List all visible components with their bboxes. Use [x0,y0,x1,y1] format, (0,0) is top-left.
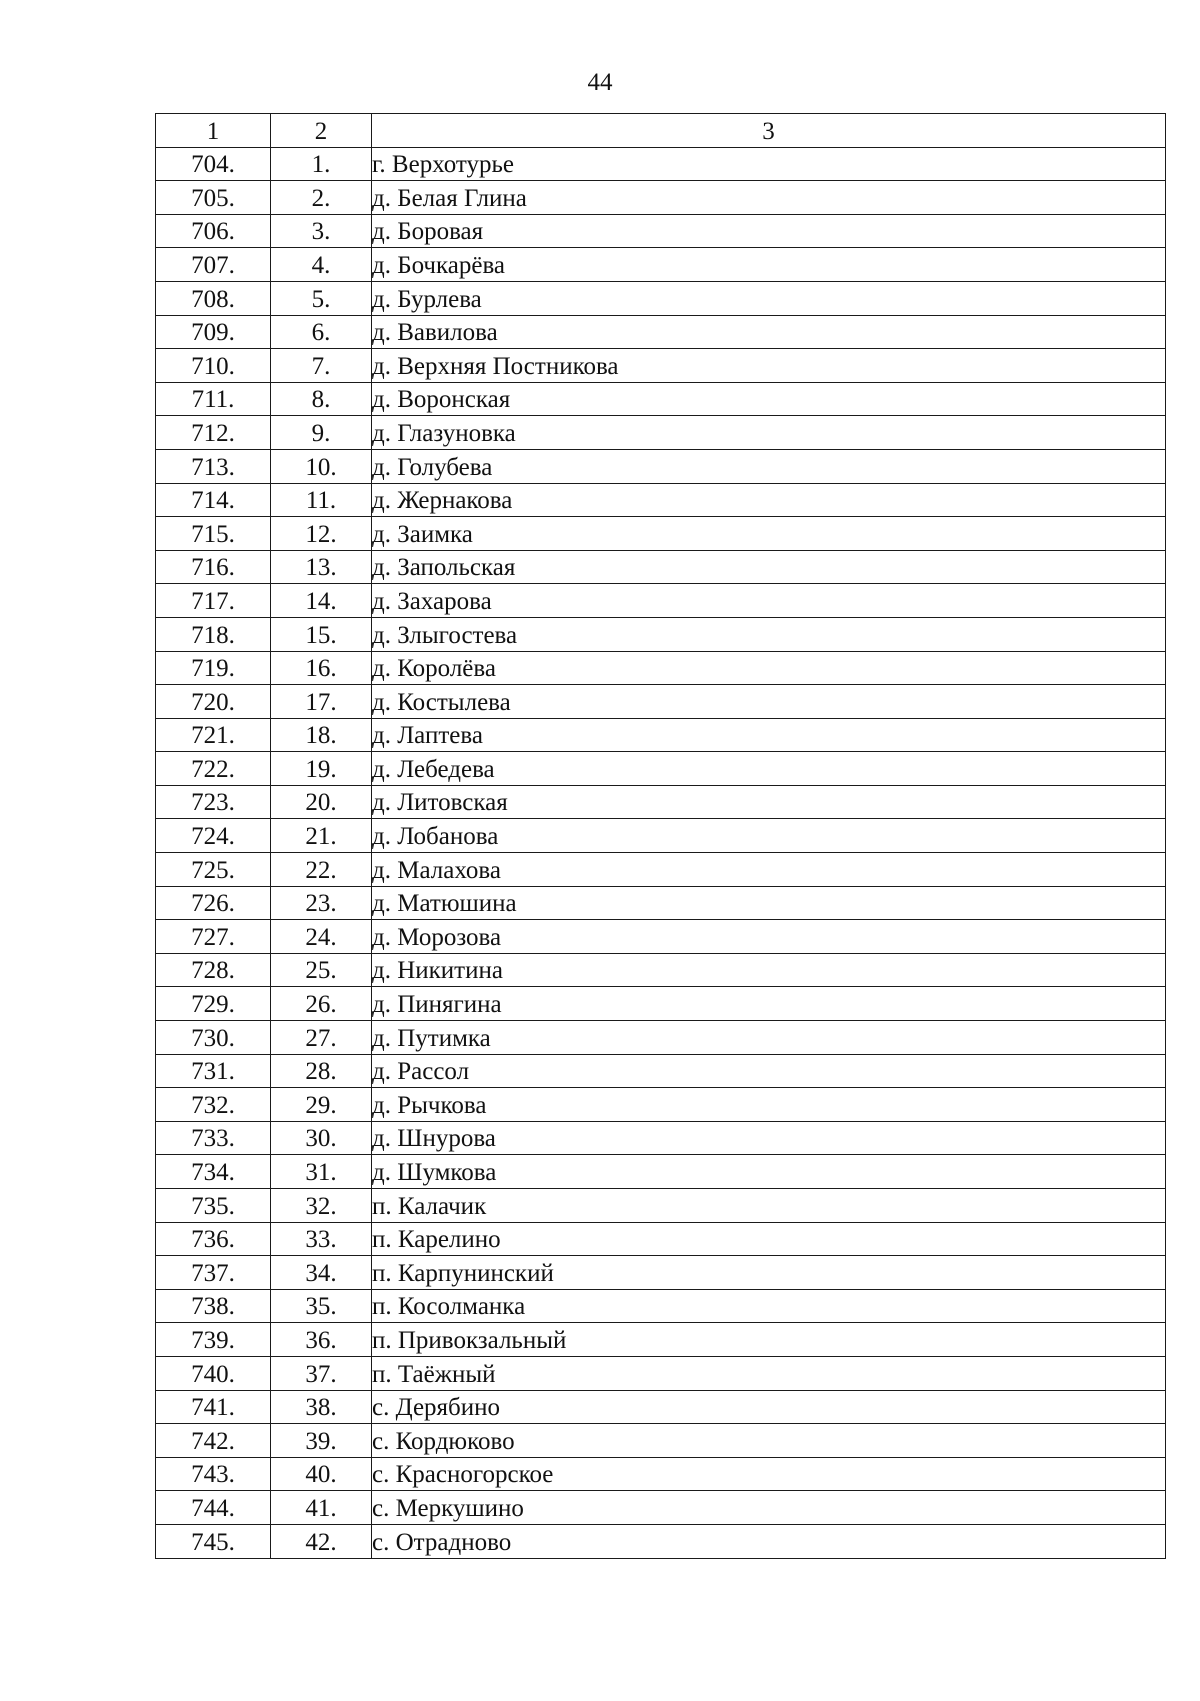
column-header-3: 3 [372,114,1166,148]
table-row [156,1424,1166,1458]
settlement-name: д. Путимка [372,1021,1166,1055]
row-number: 735. [156,1189,271,1223]
settlement-index: 31. [271,1155,372,1189]
table-row [156,685,1166,719]
settlement-name: д. Шумкова [372,1155,1166,1189]
table-row [156,147,1166,181]
settlement-index: 34. [271,1256,372,1290]
settlement-name: д. Белая Глина [372,181,1166,215]
table-row [156,214,1166,248]
settlement-name: д. Лобанова [372,819,1166,853]
row-number: 727. [156,920,271,954]
column-header-2: 2 [271,114,372,148]
table-row [156,1155,1166,1189]
settlement-index: 2. [271,181,372,215]
row-number: 716. [156,550,271,584]
row-number: 736. [156,1222,271,1256]
settlement-name: д. Вавилова [372,315,1166,349]
row-number: 737. [156,1256,271,1290]
settlement-name: п. Карпунинский [372,1256,1166,1290]
settlement-name: д. Захарова [372,584,1166,618]
row-number: 739. [156,1323,271,1357]
row-number: 730. [156,1021,271,1055]
table-row [156,1491,1166,1525]
settlement-index: 3. [271,214,372,248]
settlement-index: 40. [271,1457,372,1491]
settlement-name: д. Голубева [372,449,1166,483]
row-number: 720. [156,685,271,719]
settlement-index: 32. [271,1189,372,1223]
settlement-index: 1. [271,147,372,181]
table-row [156,1390,1166,1424]
row-number: 709. [156,315,271,349]
settlement-index: 18. [271,718,372,752]
table-row [156,718,1166,752]
settlement-name: п. Косолманка [372,1289,1166,1323]
row-number: 721. [156,718,271,752]
settlements-table [155,113,1166,1559]
settlement-name: д. Воронская [372,382,1166,416]
row-number: 740. [156,1356,271,1390]
row-number: 713. [156,449,271,483]
settlement-index: 21. [271,819,372,853]
table-row [156,1323,1166,1357]
settlement-name: д. Лебедева [372,752,1166,786]
settlement-index: 9. [271,416,372,450]
table-row [156,819,1166,853]
row-number: 732. [156,1088,271,1122]
row-number: 743. [156,1457,271,1491]
row-number: 705. [156,181,271,215]
table-row [156,517,1166,551]
settlement-index: 41. [271,1491,372,1525]
settlement-name: д. Пинягина [372,987,1166,1021]
table-row [156,281,1166,315]
row-number: 704. [156,147,271,181]
settlement-index: 22. [271,853,372,887]
settlement-name: д. Бурлева [372,281,1166,315]
table-row [156,987,1166,1021]
settlement-name: д. Жернакова [372,483,1166,517]
row-number: 744. [156,1491,271,1525]
settlement-name: д. Злыгостева [372,617,1166,651]
row-number: 729. [156,987,271,1021]
settlement-index: 33. [271,1222,372,1256]
settlement-name: п. Привокзальный [372,1323,1166,1357]
settlement-index: 5. [271,281,372,315]
table-row [156,1222,1166,1256]
settlement-index: 27. [271,1021,372,1055]
settlement-name: д. Морозова [372,920,1166,954]
settlement-name: д. Заимка [372,517,1166,551]
settlement-name: д. Рычкова [372,1088,1166,1122]
table-row [156,550,1166,584]
settlement-index: 17. [271,685,372,719]
settlement-name: с. Отрадново [372,1524,1166,1558]
table-row [156,1054,1166,1088]
settlement-name: п. Карелино [372,1222,1166,1256]
row-number: 725. [156,853,271,887]
row-number: 741. [156,1390,271,1424]
settlement-name: д. Боровая [372,214,1166,248]
table-row [156,853,1166,887]
settlement-name: д. Запольская [372,550,1166,584]
settlement-index: 11. [271,483,372,517]
table-row [156,1088,1166,1122]
settlement-index: 39. [271,1424,372,1458]
settlement-index: 6. [271,315,372,349]
settlement-name: д. Никитина [372,953,1166,987]
table-row [156,382,1166,416]
table-row [156,315,1166,349]
settlement-name: г. Верхотурье [372,147,1166,181]
settlement-index: 12. [271,517,372,551]
settlement-name: д. Рассол [372,1054,1166,1088]
row-number: 733. [156,1121,271,1155]
settlement-name: д. Шнурова [372,1121,1166,1155]
row-number: 726. [156,886,271,920]
settlement-index: 14. [271,584,372,618]
settlement-index: 37. [271,1356,372,1390]
settlement-name: д. Королёва [372,651,1166,685]
table-row [156,483,1166,517]
table-row [156,785,1166,819]
settlement-index: 38. [271,1390,372,1424]
settlement-name: д. Верхняя Постникова [372,349,1166,383]
settlement-name: д. Лаптева [372,718,1166,752]
settlement-index: 35. [271,1289,372,1323]
table-row [156,449,1166,483]
settlement-name: д. Глазуновка [372,416,1166,450]
table-row [156,886,1166,920]
settlement-index: 28. [271,1054,372,1088]
settlement-name: д. Костылева [372,685,1166,719]
table-row [156,248,1166,282]
settlement-index: 30. [271,1121,372,1155]
column-header-1: 1 [156,114,271,148]
row-number: 728. [156,953,271,987]
row-number: 722. [156,752,271,786]
settlement-index: 24. [271,920,372,954]
table-row [156,1457,1166,1491]
settlement-name: с. Меркушино [372,1491,1166,1525]
table-row [156,1256,1166,1290]
row-number: 708. [156,281,271,315]
table-body [156,114,1166,1559]
settlement-index: 29. [271,1088,372,1122]
table-row [156,181,1166,215]
settlement-index: 10. [271,449,372,483]
settlement-name: п. Таёжный [372,1356,1166,1390]
settlement-index: 20. [271,785,372,819]
row-number: 724. [156,819,271,853]
table-row [156,752,1166,786]
row-number: 710. [156,349,271,383]
table-row [156,416,1166,450]
settlement-index: 42. [271,1524,372,1558]
table-row [156,953,1166,987]
row-number: 731. [156,1054,271,1088]
table-row [156,617,1166,651]
settlement-index: 13. [271,550,372,584]
table-row [156,584,1166,618]
settlement-index: 16. [271,651,372,685]
settlement-index: 26. [271,987,372,1021]
settlement-index: 8. [271,382,372,416]
row-number: 711. [156,382,271,416]
row-number: 723. [156,785,271,819]
table-row [156,1356,1166,1390]
row-number: 718. [156,617,271,651]
table-header-row [156,114,1166,148]
table-row [156,1289,1166,1323]
settlement-index: 7. [271,349,372,383]
row-number: 745. [156,1524,271,1558]
table-row [156,920,1166,954]
table-row [156,1121,1166,1155]
row-number: 712. [156,416,271,450]
row-number: 734. [156,1155,271,1189]
table-row [156,1524,1166,1558]
settlement-index: 25. [271,953,372,987]
settlement-name: с. Красногорское [372,1457,1166,1491]
settlement-name: с. Дерябино [372,1390,1166,1424]
row-number: 719. [156,651,271,685]
row-number: 706. [156,214,271,248]
page-number: 44 [587,69,613,96]
row-number: 707. [156,248,271,282]
settlement-name: п. Калачик [372,1189,1166,1223]
row-number: 714. [156,483,271,517]
settlement-index: 23. [271,886,372,920]
settlement-name: д. Матюшина [372,886,1166,920]
settlement-name: с. Кордюково [372,1424,1166,1458]
row-number: 715. [156,517,271,551]
row-number: 738. [156,1289,271,1323]
settlement-index: 36. [271,1323,372,1357]
settlement-name: д. Малахова [372,853,1166,887]
settlement-name: д. Бочкарёва [372,248,1166,282]
table-row [156,651,1166,685]
row-number: 742. [156,1424,271,1458]
settlement-index: 4. [271,248,372,282]
settlement-index: 19. [271,752,372,786]
settlement-name: д. Литовская [372,785,1166,819]
table-row [156,1021,1166,1055]
table-row [156,1189,1166,1223]
table-row [156,349,1166,383]
row-number: 717. [156,584,271,618]
settlement-index: 15. [271,617,372,651]
